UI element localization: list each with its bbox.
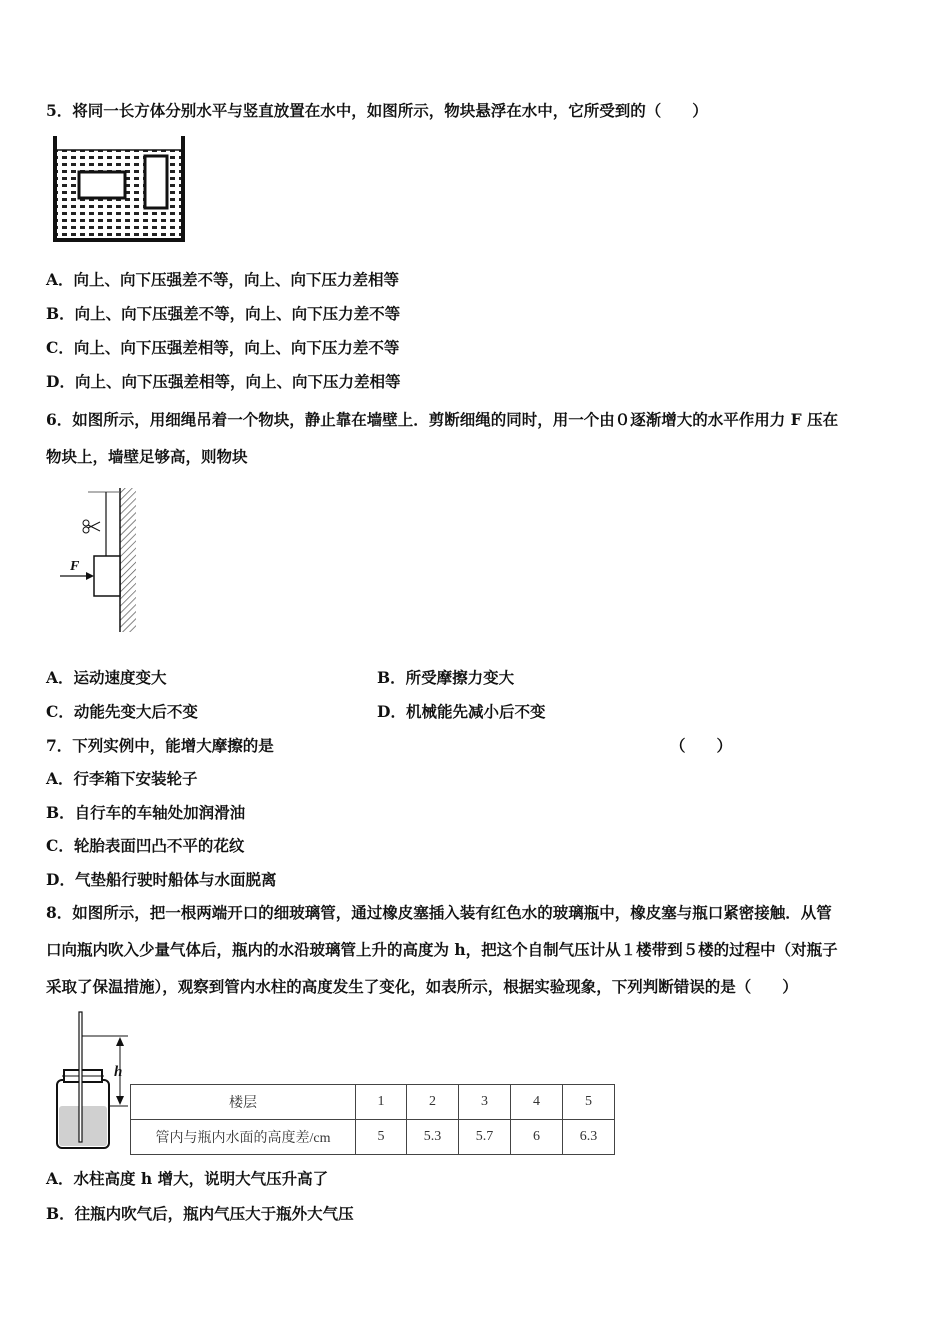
glass-tube — [79, 1012, 82, 1142]
q7-option-b: B．自行车的车轴处加润滑油 — [46, 803, 246, 822]
table-cell: 2 — [407, 1085, 459, 1120]
table-cell: 1 — [356, 1085, 407, 1120]
q8-option-b: B．往瓶内吹气后，瓶内气压大于瓶外大气压 — [46, 1204, 354, 1223]
force-arrow-head — [86, 572, 94, 580]
q6-option-a: A．运动速度变大 — [46, 668, 167, 687]
block — [94, 556, 120, 596]
q6-figure-wall-block — [58, 484, 140, 634]
q6-option-d: D．机械能先减小后不变 — [377, 702, 546, 721]
table-cell: 6.3 — [563, 1120, 615, 1155]
q7-option-a: A．行李箱下安装轮子 — [46, 769, 198, 788]
table-cell: 6 — [511, 1120, 563, 1155]
table-cell: 4 — [511, 1085, 563, 1120]
q7-option-c: C．轮胎表面凹凸不平的花纹 — [46, 836, 245, 855]
q5-option-c: C．向上、向下压强差相等，向上、向下压力差不等 — [46, 338, 400, 357]
table-header-floor: 楼层 — [131, 1085, 356, 1120]
height-arrow-top — [116, 1037, 124, 1046]
q5-figure-water-tank — [52, 134, 188, 244]
scissors-icon — [83, 520, 100, 533]
q7-stem: 7．下列实例中，能增大摩擦的是 — [46, 736, 274, 755]
q8-option-a: A．水柱高度 h 增大，说明大气压升高了 — [46, 1169, 329, 1188]
height-arrow-bottom — [116, 1096, 124, 1105]
table-cell: 5 — [356, 1120, 407, 1155]
force-label: F — [70, 559, 80, 574]
table-cell: 5.3 — [407, 1120, 459, 1155]
table-cell: 5 — [563, 1085, 615, 1120]
height-label: h — [114, 1064, 123, 1080]
q5-option-a: A．向上、向下压强差不等，向上、向下压力差相等 — [46, 270, 400, 289]
q7-answer-bracket: （ ） — [670, 736, 733, 755]
q6-option-c: C．动能先变大后不变 — [46, 702, 198, 721]
table-row — [131, 1120, 615, 1155]
q6-option-b: B．所受摩擦力变大 — [377, 668, 515, 687]
vertical-block — [145, 156, 167, 208]
q8-figure-barometer — [52, 1010, 132, 1152]
horizontal-block — [79, 172, 125, 198]
table-row — [131, 1085, 615, 1120]
q7-option-d: D．气垫船行驶时船体与水面脱离 — [46, 870, 277, 889]
q8-stem-line3: 采取了保温措施），观察到管内水柱的高度发生了变化，如表所示，根据实验现象，下列判断错误的是（ ） — [46, 977, 798, 996]
wall-hatching — [120, 488, 136, 632]
q8-stem-line1: 8．如图所示，把一根两端开口的细玻璃管，通过橡皮塞插入装有红色水的玻璃瓶中，橡皮塞与瓶口紧密接触．从管 — [46, 903, 832, 922]
table-cell: 5.7 — [459, 1120, 511, 1155]
q5-option-b: B．向上、向下压强差不等，向上、向下压力差不等 — [46, 304, 401, 323]
q6-stem-line2: 物块上，墙壁足够高，则物块 — [46, 447, 248, 466]
q8-stem-line2: 口向瓶内吹入少量气体后，瓶内的水沿玻璃管上升的高度为 h，把这个自制气压计从１楼带到５楼的过程中（对瓶子 — [46, 940, 838, 959]
q8-data-table — [130, 1084, 615, 1155]
q6-stem-line1: 6．如图所示，用细绳吊着一个物块，静止靠在墙壁上．剪断细绳的同时，用一个由０逐渐增大的水平作用力 F 压在 — [46, 410, 839, 429]
q5-stem: 5．将同一长方体分别水平与竖直放置在水中，如图所示，物块悬浮在水中，它所受到的（ ） — [46, 101, 708, 120]
table-cell: 3 — [459, 1085, 511, 1120]
table-header-height: 管内与瓶内水面的高度差/cm — [131, 1120, 356, 1155]
bottle-water — [59, 1106, 107, 1146]
q5-option-d: D．向上、向下压强差相等，向上、向下压力差相等 — [46, 372, 401, 391]
